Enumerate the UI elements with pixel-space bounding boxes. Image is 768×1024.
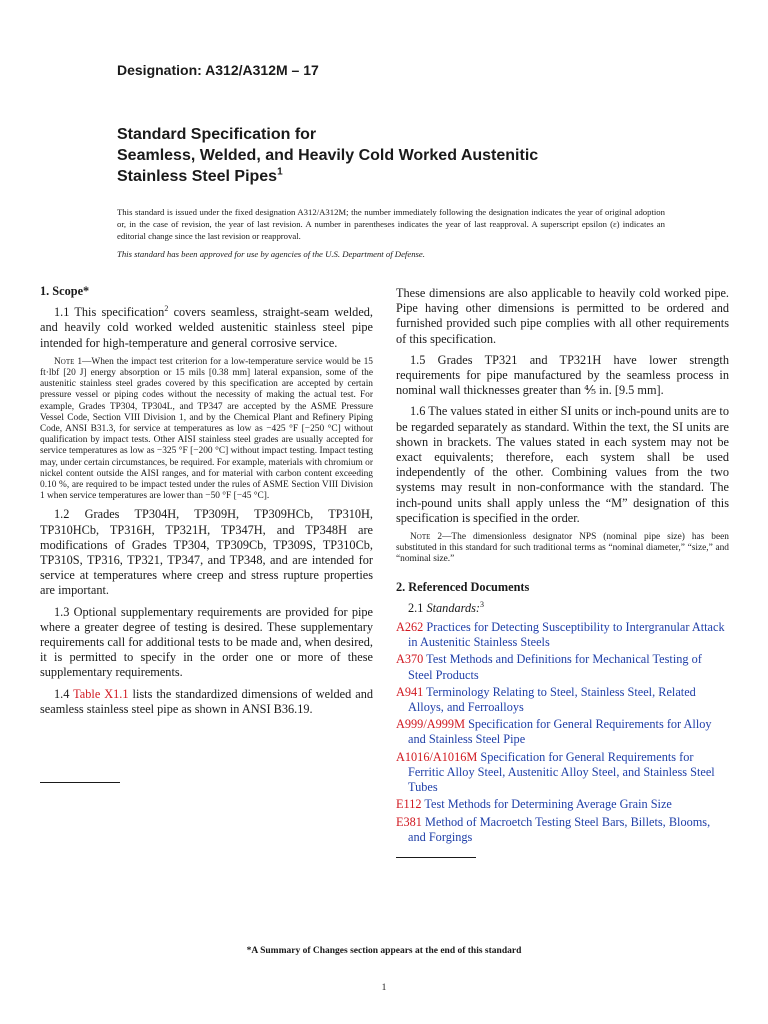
reference-code-link[interactable]: E112 xyxy=(396,797,422,812)
right-column xyxy=(396,286,729,847)
reference-code-link[interactable]: A1016/A1016M xyxy=(396,749,478,764)
title-line-3 xyxy=(117,166,677,187)
standards-label: Standards: xyxy=(426,600,480,615)
note-2-text: 2—The dimensionless designator NPS (nominal pipe size) has been substituted in this standard for such traditional terms as “nominal diameter,” “size,” and “nominal size.” xyxy=(396,532,729,565)
reference-code-link[interactable]: A370 xyxy=(396,652,424,667)
footnote-2-marker[interactable]: 2 xyxy=(164,304,169,314)
paragraph-1-3: 1.3 Optional supplementary requirements are provided for pipe where a greater degree of testing is desired. These supplementary requirements call for additional tests to be made and, when desired, it is permitted to specify in the order one or more of these supplementary requirements. xyxy=(40,604,373,680)
reference-item xyxy=(396,797,729,812)
reference-title-link[interactable]: Specification for General Requirements for Alloy and Stainless Steel Pipe xyxy=(408,717,712,747)
scope-heading: 1. Scope* xyxy=(40,284,90,298)
reference-title-link[interactable]: Specification for General Requirements for Ferritic Alloy Steel, Austenitic Alloy Steel, and Stainless Steel Tubes xyxy=(408,749,715,795)
issued-note: This standard is issued under the fixed designation A312/A312M; the number immediately following the designation indicates the year of original adoption or, in the case of revision, the year of last revision. A number in parentheses indicates the year of last reapproval. A superscript epsilon (ε) indicates an editorial change since the last revision or reapproval. xyxy=(117,207,665,241)
table-x1-1-link[interactable]: Table X1.1 xyxy=(73,686,129,701)
referenced-documents-heading: 2. Referenced Documents xyxy=(396,579,530,594)
reference-item xyxy=(396,815,729,845)
paragraph-1-4-continued: These dimensions are also applicable to heavily cold worked pipe. Pipe having other dimensions is permitted to be ordered and furnished provided such pipe complies with all other requirements of this specification. xyxy=(396,286,729,346)
reference-code-link[interactable]: A941 xyxy=(396,684,424,699)
footnote-rule-right xyxy=(396,857,476,858)
reference-item xyxy=(396,685,729,715)
left-column xyxy=(40,284,373,723)
title-line-1: Standard Specification for xyxy=(117,126,317,143)
title-footnote-marker[interactable]: 1 xyxy=(277,166,283,178)
reference-title-link[interactable]: Practices for Detecting Susceptibility to Intergranular Attack in Austenitic Stainless Steels xyxy=(408,620,725,650)
reference-title-link[interactable]: Test Methods and Definitions for Mechanical Testing of Steel Products xyxy=(408,652,702,682)
paragraph-1-2: 1.2 Grades TP304H, TP309H, TP309HCb, TP310H, TP310HCb, TP316H, TP321H, TP347H, and TP348H are modifications of Grades TP304, TP309Cb, TP309S, TP310Cb, TP310S, TP316, TP321, TP347, and TP348, and are intended for service at temperatures where creep and stress rupture properties are important. xyxy=(40,507,373,598)
approval-note: This standard has been approved for use by agencies of the U.S. Department of Defense. xyxy=(117,249,425,259)
summary-of-changes-note: *A Summary of Changes section appears at the end of this standard xyxy=(246,946,522,956)
paragraph-1-1-end: covers seamless, straight-seam welded, and heavily cold worked welded austenitic stainless steel pipe intended for high-temperature and general corrosive service. xyxy=(40,305,374,350)
reference-title-link[interactable]: Terminology Relating to Steel, Stainless Steel, Related Alloys, and Ferroalloys xyxy=(408,684,696,715)
footnote-3-marker[interactable]: 3 xyxy=(479,599,484,609)
reference-title-link[interactable]: Method of Macroetch Testing Steel Bars, Billets, Blooms, and Forgings xyxy=(408,814,711,844)
reference-code-link[interactable]: E381 xyxy=(396,814,422,829)
note-1-label: Note xyxy=(54,356,75,367)
note-2 xyxy=(396,532,729,566)
document-title xyxy=(117,124,677,187)
standards-subheading xyxy=(396,601,729,616)
footnote-rule-left xyxy=(40,782,120,783)
reference-list xyxy=(396,620,729,845)
note-2-label: Note xyxy=(410,532,431,543)
paragraph-1-1 xyxy=(40,305,373,351)
reference-code-link[interactable]: A999/A999M xyxy=(396,717,466,732)
title-line-2: Seamless, Welded, and Heavily Cold Worked Austenitic xyxy=(117,147,539,164)
reference-item xyxy=(396,750,729,796)
note-1-text: 1—When the impact test criterion for a low-temperature service would be 15 ft·lbf [20 J] energy absorption or 15 mils [0.38 mm] lateral expansion, some of the austenitic stainless steel grades covered by this specification are accepted by certain pressure vessel or piping codes without the necessity of making the actual test. For example, Grades TP304, TP304L, and TP347 are accepted by the ASME Pressure Vessel Code, Section VIII Division 1, and by the Chemical Plant and Refinery Piping Code, ANSI B31.3, for service at temperatures as low as −425 °F [−250 °C] without qualification by impact tests. Other AISI stainless steel grades are usually accepted for service temperatures as low as −325 °F [−200 °C] without impact testing. Impact testing may, under certain circumstances, be required. For example, materials with chromium or nickel content outside the AISI ranges, and for material with carbon content exceeding 0.10 %, are required to be impact tested under the rules of ASME Section VIII Division 1 when service temperatures are lower than −50 °F [−45 °C]. xyxy=(40,356,373,502)
paragraph-1-1-start: 1.1 This specification xyxy=(54,305,165,320)
paragraph-1-4-start: 1.4 xyxy=(54,686,74,701)
paragraph-1-5: 1.5 Grades TP321 and TP321H have lower strength requirements for pipe manufactured by the seamless process in nominal wall thicknesses greater than ⅘ in. [9.5 mm]. xyxy=(396,352,729,398)
designation: Designation: A312/A312M – 17 xyxy=(117,62,319,78)
reference-code-link[interactable]: A262 xyxy=(396,620,424,635)
reference-item xyxy=(396,717,729,747)
paragraph-1-4 xyxy=(40,687,373,717)
note-1 xyxy=(40,357,373,503)
reference-item xyxy=(396,620,729,650)
page-number: 1 xyxy=(381,983,387,993)
standards-number: 2.1 xyxy=(408,600,427,615)
paragraph-1-4-end: lists the standardized dimensions of welded and seamless stainless steel pipe as shown in ANSI B36.19. xyxy=(40,686,374,716)
title-line-3-text: Stainless Steel Pipes xyxy=(117,168,278,185)
reference-title-link[interactable]: Test Methods for Determining Average Grain Size xyxy=(421,797,672,812)
paragraph-1-6: 1.6 The values stated in either SI units or inch-pound units are to be regarded separately as standard. Within the text, the SI units are shown in brackets. The values stated in each system may not be exact equivalents; therefore, each system shall be used independently of the other. Combining values from the two systems may result in non-conformance with the standard. The inch-pound units shall apply unless the “M” designation of this specification is specified in the order. xyxy=(396,404,729,525)
reference-item xyxy=(396,652,729,682)
